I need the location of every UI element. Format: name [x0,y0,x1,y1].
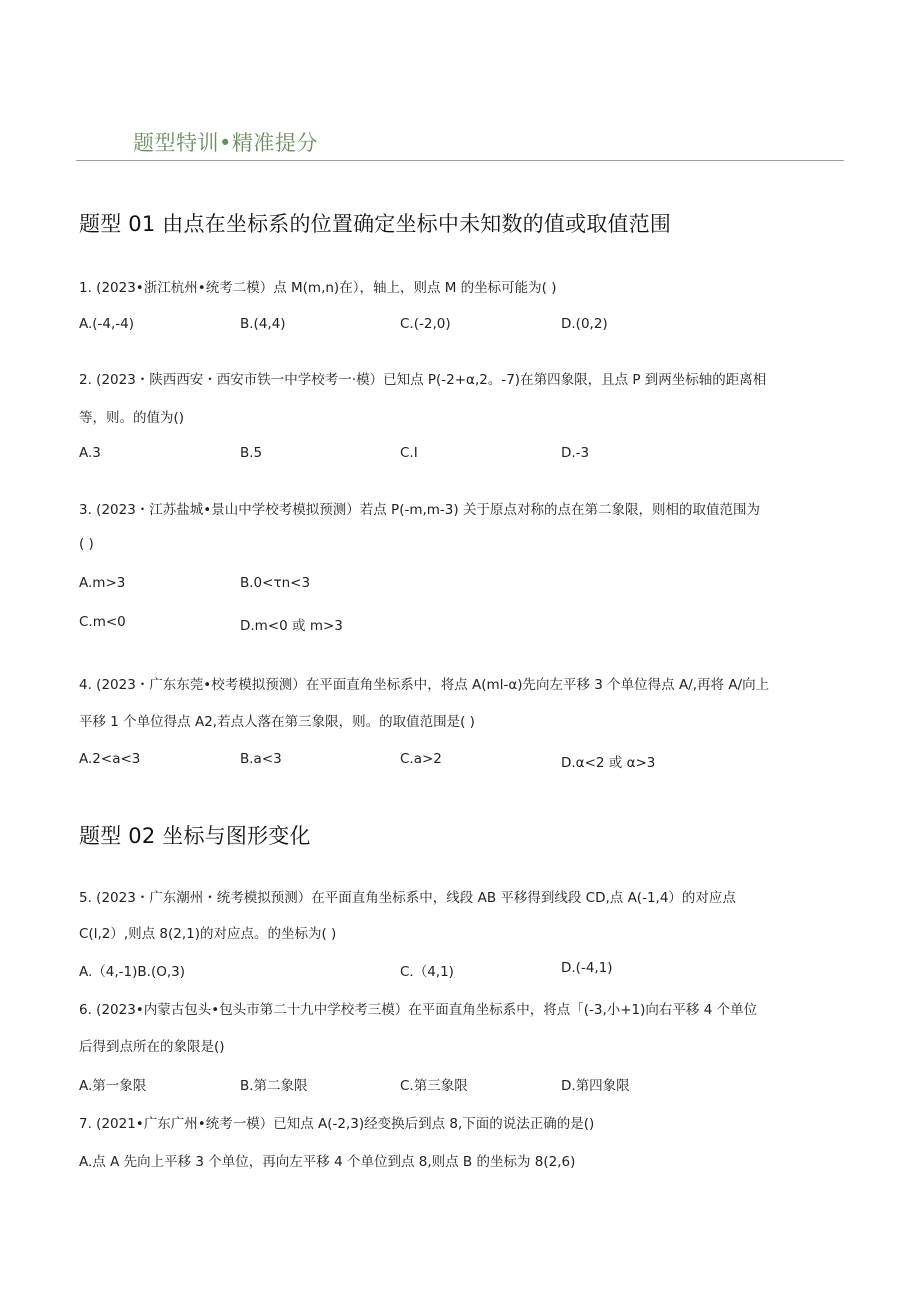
question-5-text-cont: C(l,2）,则点 8(2,1)的对应点。的坐标为( ) [79,926,337,942]
section-title-02: 题型 02 坐标与图形变化 [79,824,311,848]
question-2-option-d: D.-3 [561,445,590,461]
question-1-option-c: C.(-2,0) [400,316,451,332]
question-6-option-c: C.第三象限 [400,1078,468,1094]
question-3-option-a: A.m>3 [79,575,126,591]
question-2-option-c: C.I [400,445,418,461]
question-5-option-ab: A.（4,-1)B.(O,3) [79,964,185,980]
question-3-text-cont: ( ) [79,536,94,552]
question-4-option-b: B.a<3 [240,751,282,767]
question-2-option-b: B.5 [240,445,263,461]
question-3-option-d: D.m<0 或 m>3 [240,618,343,634]
section-title-01: 题型 01 由点在坐标系的位置确定坐标中未知数的值或取值范围 [79,212,672,236]
page-banner: 题型特训•精准提分 [133,131,318,155]
question-5-option-c: C.（4,1) [400,964,454,980]
question-1-option-a: A.(-4,-4) [79,316,135,332]
question-4-option-c: C.a>2 [400,751,442,767]
question-5-text: 5. (2023・广东潮州・统考模拟预测）在平面直角坐标系中，线段 AB 平移得到线段 CD,点 A(-1,4）的对应点 [79,890,736,906]
question-2-text: 2. (2023・陕西西安・西安市铁一中学校考一·模）已知点 P(-2+α,2。-7)在第四象限，且点 P 到两坐标轴的距离相 [79,372,767,388]
question-4-text-cont: 平移 1 个单位得点 A2,若点人落在第三象限，则。的取值范围是( ) [79,714,475,730]
question-7-option-a: A.点 A 先向上平移 3 个单位，再向左平移 4 个单位到点 8,则点 B 的坐标为 8(2,6) [79,1154,576,1170]
question-2-option-a: A.3 [79,445,101,461]
question-7-text: 7. (2021•广东广州•统考一模）已知点 A(-2,3)经变换后到点 8,下面的说法正确的是() [79,1116,595,1132]
question-6-text: 6. (2023•内蒙古包头•包头市第二十九中学校考三模）在平面直角坐标系中，将点「(-3,小+1)向右平移 4 个单位 [79,1002,758,1018]
question-4-text: 4. (2023・广东东莞•校考模拟预测）在平面直角坐标系中，将点 A(ml-α)先向左平移 3 个单位得点 A/,再将 A/向上 [79,677,770,693]
question-3-text: 3. (2023・江苏盐城•景山中学校考模拟预测）若点 P(-m,m-3) 关于原点对称的点在第二象限，则相的取值范围为 [79,502,760,518]
question-1-option-d: D.(0,2) [561,316,608,332]
question-3-option-c: C.m<0 [79,614,126,630]
question-6-option-a: A.第一象限 [79,1078,147,1094]
question-2-text-cont: 等，则。的值为() [79,410,185,426]
question-4-option-a: A.2<a<3 [79,751,141,767]
question-6-option-d: D.第四象限 [561,1078,630,1094]
question-6-option-b: B.第二象限 [240,1078,308,1094]
question-4-option-d: D.α<2 或 α>3 [561,755,656,771]
question-1-text: 1. (2023•浙江杭州•统考二模）点 M(m,n)在），轴上，则点 M 的坐标可能为( ) [79,280,557,296]
question-3-option-b: B.0<τn<3 [240,575,311,591]
question-1-option-b: B.(4,4) [240,316,286,332]
banner-divider [76,160,844,161]
question-5-option-d: D.(-4,1) [561,960,613,976]
question-6-text-cont: 后得到点所在的象限是() [79,1039,225,1055]
